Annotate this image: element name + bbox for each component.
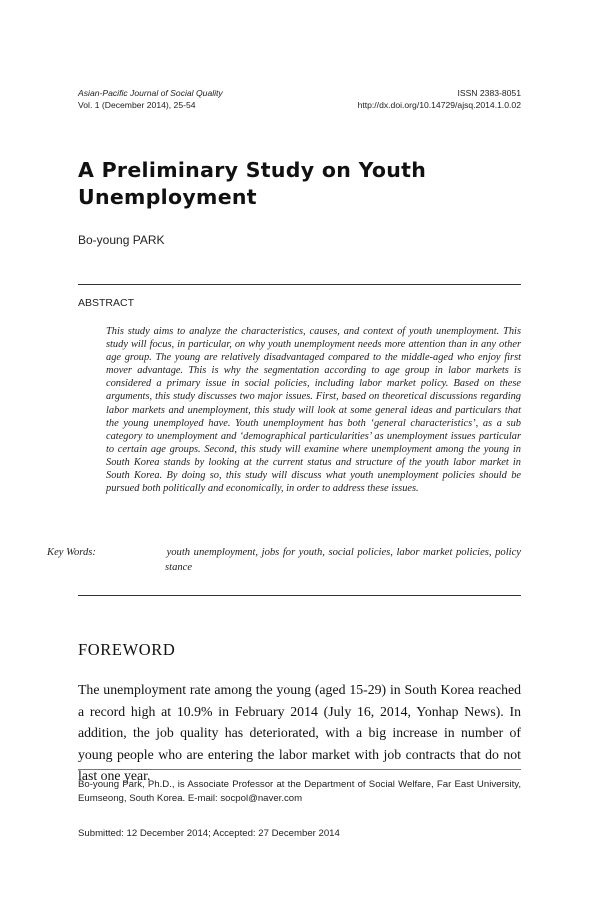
keywords-label: Key Words: — [47, 547, 96, 558]
journal-name: Asian-Pacific Journal of Social Quality — [78, 88, 223, 98]
author-footnote: Bo-young Park, Ph.D., is Associate Professor at the Department of Social Welfare, Far East University, Eumseong, South Korea. E-mail: socpol@naver.com — [78, 779, 521, 805]
journal-header — [78, 87, 223, 111]
keywords — [47, 546, 521, 575]
submission-dates: Submitted: 12 December 2014; Accepted: 27 December 2014 — [78, 828, 340, 839]
divider-bottom — [78, 595, 521, 596]
keywords-list: youth unemployment, jobs for youth, social policies, labor market policies, policy stance — [165, 547, 521, 573]
journal-volume: Vol. 1 (December 2014), 25-54 — [78, 100, 196, 110]
journal-identifiers — [358, 87, 521, 111]
abstract-text: This study aims to analyze the characteristics, causes, and context of youth unemployment. This study will focus, in particular, on why youth unemployment needs more attention than in any other age group. The young are relatively disadvantaged compared to the middle-aged who enjoy first mover advantage. This is why the segmentation according to age group in labor markets is considered a primary issue in social policies, including labor market policy. Based on these arguments, this study discusses two major issues. First, based on theoretical discussions regarding labor markets and unemployment, this study will look at some general ideas and particulars that the young unemployed have. Youth unemployment has both ‘general characteristics’, as a sub category to unemployment and ‘demographical particularities’ as unemployment issues particular to certain age groups. Second, this study will examine where unemployment among the young in South Korea stands by looking at the current status and structure of the youth labor market in South Korea. By doing so, this study will discuss what youth unemployment policies should be pursued both politically and economically, in order to address these issues. — [106, 326, 521, 495]
section-heading: FOREWORD — [78, 640, 176, 659]
article-title: A Preliminary Study on Youth Unemployment — [78, 158, 427, 209]
body-paragraph: The unemployment rate among the young (aged 15-29) in South Korea reached a record high at 10.9% in February 2014 (July 16, 2014, Yonhap News). In addition, the job quality has deteriorated, with a big increase in number of young people who are entering the labor market with job contracts that do not last one year. — [78, 682, 521, 784]
doi-link[interactable]: http://dx.doi.org/10.14729/ajsq.2014.1.0.02 — [357, 100, 521, 110]
abstract-heading: ABSTRACT — [78, 297, 135, 309]
divider-top — [78, 284, 521, 285]
issn: ISSN 2383-8051 — [457, 88, 521, 98]
article-author: Bo-young PARK — [78, 233, 165, 247]
footnote-divider — [78, 769, 521, 770]
